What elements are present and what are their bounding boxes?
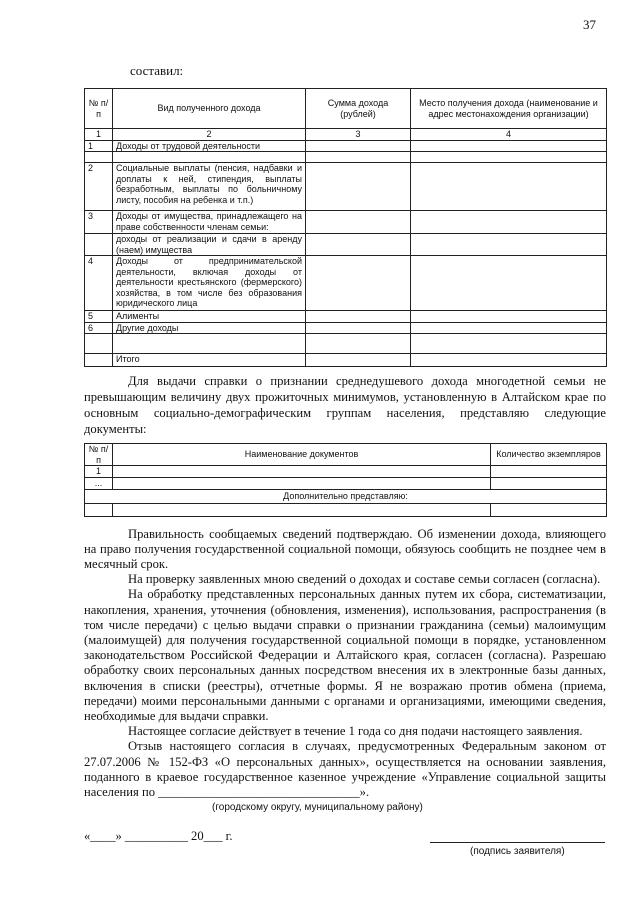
place-cell[interactable] xyxy=(411,163,607,211)
blank-cell[interactable] xyxy=(113,334,306,354)
place-cell[interactable] xyxy=(411,322,607,334)
header-sum: Сумма дохода (рублей) xyxy=(306,89,411,129)
header-place: Место получения дохода (наименование и адрес местонахождения организации) xyxy=(411,89,607,129)
signature-line[interactable] xyxy=(430,842,605,843)
paragraph: Отзыв настоящего согласия в случаях, предусмотренных Федеральным законом от 27.07.2006 № 152-ФЗ «О персональных данных», осуществляется на основании заявления, поданного в краевое государственное казенное учреждение «Управление социальной защиты населения по ________________________________». xyxy=(84,739,606,799)
sum-cell[interactable] xyxy=(306,163,411,211)
row-num: 3 xyxy=(85,211,113,234)
doc-name-cell[interactable] xyxy=(113,503,491,516)
sum-cell[interactable] xyxy=(306,322,411,334)
row-num: ... xyxy=(85,477,113,489)
sum-cell[interactable] xyxy=(306,234,411,256)
paragraph: На проверку заявленных мною сведений о доходах и составе семьи согласен (согласна). xyxy=(128,572,601,587)
col-number: 4 xyxy=(411,129,607,141)
paragraph: Правильность сообщаемых сведений подтверждаю. Об изменении дохода, влияющего на право получения государственной социальной помощи, обязуюсь сообщить не позднее чем в месячный срок. xyxy=(84,526,606,571)
sum-cell[interactable] xyxy=(306,211,411,234)
place-cell[interactable] xyxy=(411,234,607,256)
row-num: 2 xyxy=(85,163,113,211)
date-signature-row xyxy=(84,828,606,862)
row-label: Другие доходы xyxy=(113,322,306,334)
doc-name-cell[interactable] xyxy=(113,466,491,478)
place-cell[interactable] xyxy=(411,211,607,234)
header-type: Вид полученного дохода xyxy=(113,89,306,129)
header-num: № п/п xyxy=(85,89,113,129)
place-cell[interactable] xyxy=(411,311,607,323)
doc-name-cell[interactable] xyxy=(113,477,491,489)
paragraph: Настоящее согласие действует в течение 1 года со дня подачи настоящего заявления. xyxy=(128,724,583,739)
documents-intro: Для выдачи справки о признании среднедушевого дохода многодетной семьи не превышающим величину двух прожиточных минимумов, установленную в Алтайском крае по основным социально-демографическим группам населения, представляю следующие документы: xyxy=(84,374,606,436)
sum-cell[interactable] xyxy=(306,152,411,163)
count-cell[interactable] xyxy=(491,477,607,489)
row-num: 6 xyxy=(85,322,113,334)
row-label: Доходы от предпринимательской деятельности, включая доходы от деятельности крестьянского (фермерского) хозяйства, в том числе без образования юридического лица xyxy=(113,256,306,311)
row-num: 4 xyxy=(85,256,113,311)
row-num: 5 xyxy=(85,311,113,323)
row-label: Доходы от трудовой деятельности xyxy=(113,140,306,152)
col-number: 2 xyxy=(113,129,306,141)
sum-cell[interactable] xyxy=(306,311,411,323)
date-line[interactable]: «____» __________ 20___ г. xyxy=(84,829,233,844)
documents-table xyxy=(84,443,607,517)
row-label: Социальные выплаты (пенсия, надбавки и доплаты к ней, стипендия, выплаты безработным, выплаты по больничному листу, пособия на ребенка и т.п.) xyxy=(113,163,306,211)
income-table xyxy=(84,88,607,367)
sum-cell[interactable] xyxy=(306,334,411,354)
row-num: 1 xyxy=(85,140,113,152)
total-sum-cell[interactable] xyxy=(306,354,411,367)
place-cell[interactable] xyxy=(411,334,607,354)
row-label: доходы от реализации и сдачи в аренду (наем) имущества xyxy=(113,234,306,256)
row-label: Алименты xyxy=(113,311,306,323)
place-cell[interactable] xyxy=(411,256,607,311)
lead-text: составил: xyxy=(130,63,184,78)
paragraph: На обработку представленных персональных данных путем их сбора, систематизации, накопления, хранения, уточнения (обновления, изменения), использования, распространения (в том числе передачи) с целью выдачи справки о признании гражданина (семьи) малоимущим (малоимущей) для получения государственной социальной помощи в порядке, установленном законодательством Российской Федерации и Алтайского края, согласен (согласна). Разрешаю обработку своих персональных данных посредством внесения их в электронные базы данных, включения в списки (реестры), отчетные формы. Я не возражаю против обмена (приема, передачи) моими персональными данными с органами и организациями, имеющими сведения, необходимые для выдачи справки. xyxy=(84,587,606,723)
sum-cell[interactable] xyxy=(306,140,411,152)
col-number: 1 xyxy=(85,129,113,141)
document-body xyxy=(84,62,606,862)
header-count: Количество экземпляров xyxy=(491,444,607,466)
place-cell[interactable] xyxy=(411,152,607,163)
place-cell[interactable] xyxy=(411,140,607,152)
blank-cell[interactable] xyxy=(113,152,306,163)
row-label: Доходы от имущества, принадлежащего на праве собственности членам семьи: xyxy=(113,211,306,234)
row-num xyxy=(85,234,113,256)
col-number: 3 xyxy=(306,129,411,141)
page-number: 37 xyxy=(583,17,596,32)
place-cell[interactable] xyxy=(411,354,607,367)
count-cell[interactable] xyxy=(491,466,607,478)
district-hint: (городскому округу, муниципальному району) xyxy=(212,802,423,814)
header-num: № п/п xyxy=(85,444,113,466)
additional-label: Дополнительно представляю: xyxy=(85,489,607,503)
total-label: Итого xyxy=(113,354,306,367)
header-doc-name: Наименование документов xyxy=(113,444,491,466)
signature-hint: (подпись заявителя) xyxy=(470,846,565,858)
sum-cell[interactable] xyxy=(306,256,411,311)
count-cell[interactable] xyxy=(491,503,607,516)
row-num: 1 xyxy=(85,466,113,478)
